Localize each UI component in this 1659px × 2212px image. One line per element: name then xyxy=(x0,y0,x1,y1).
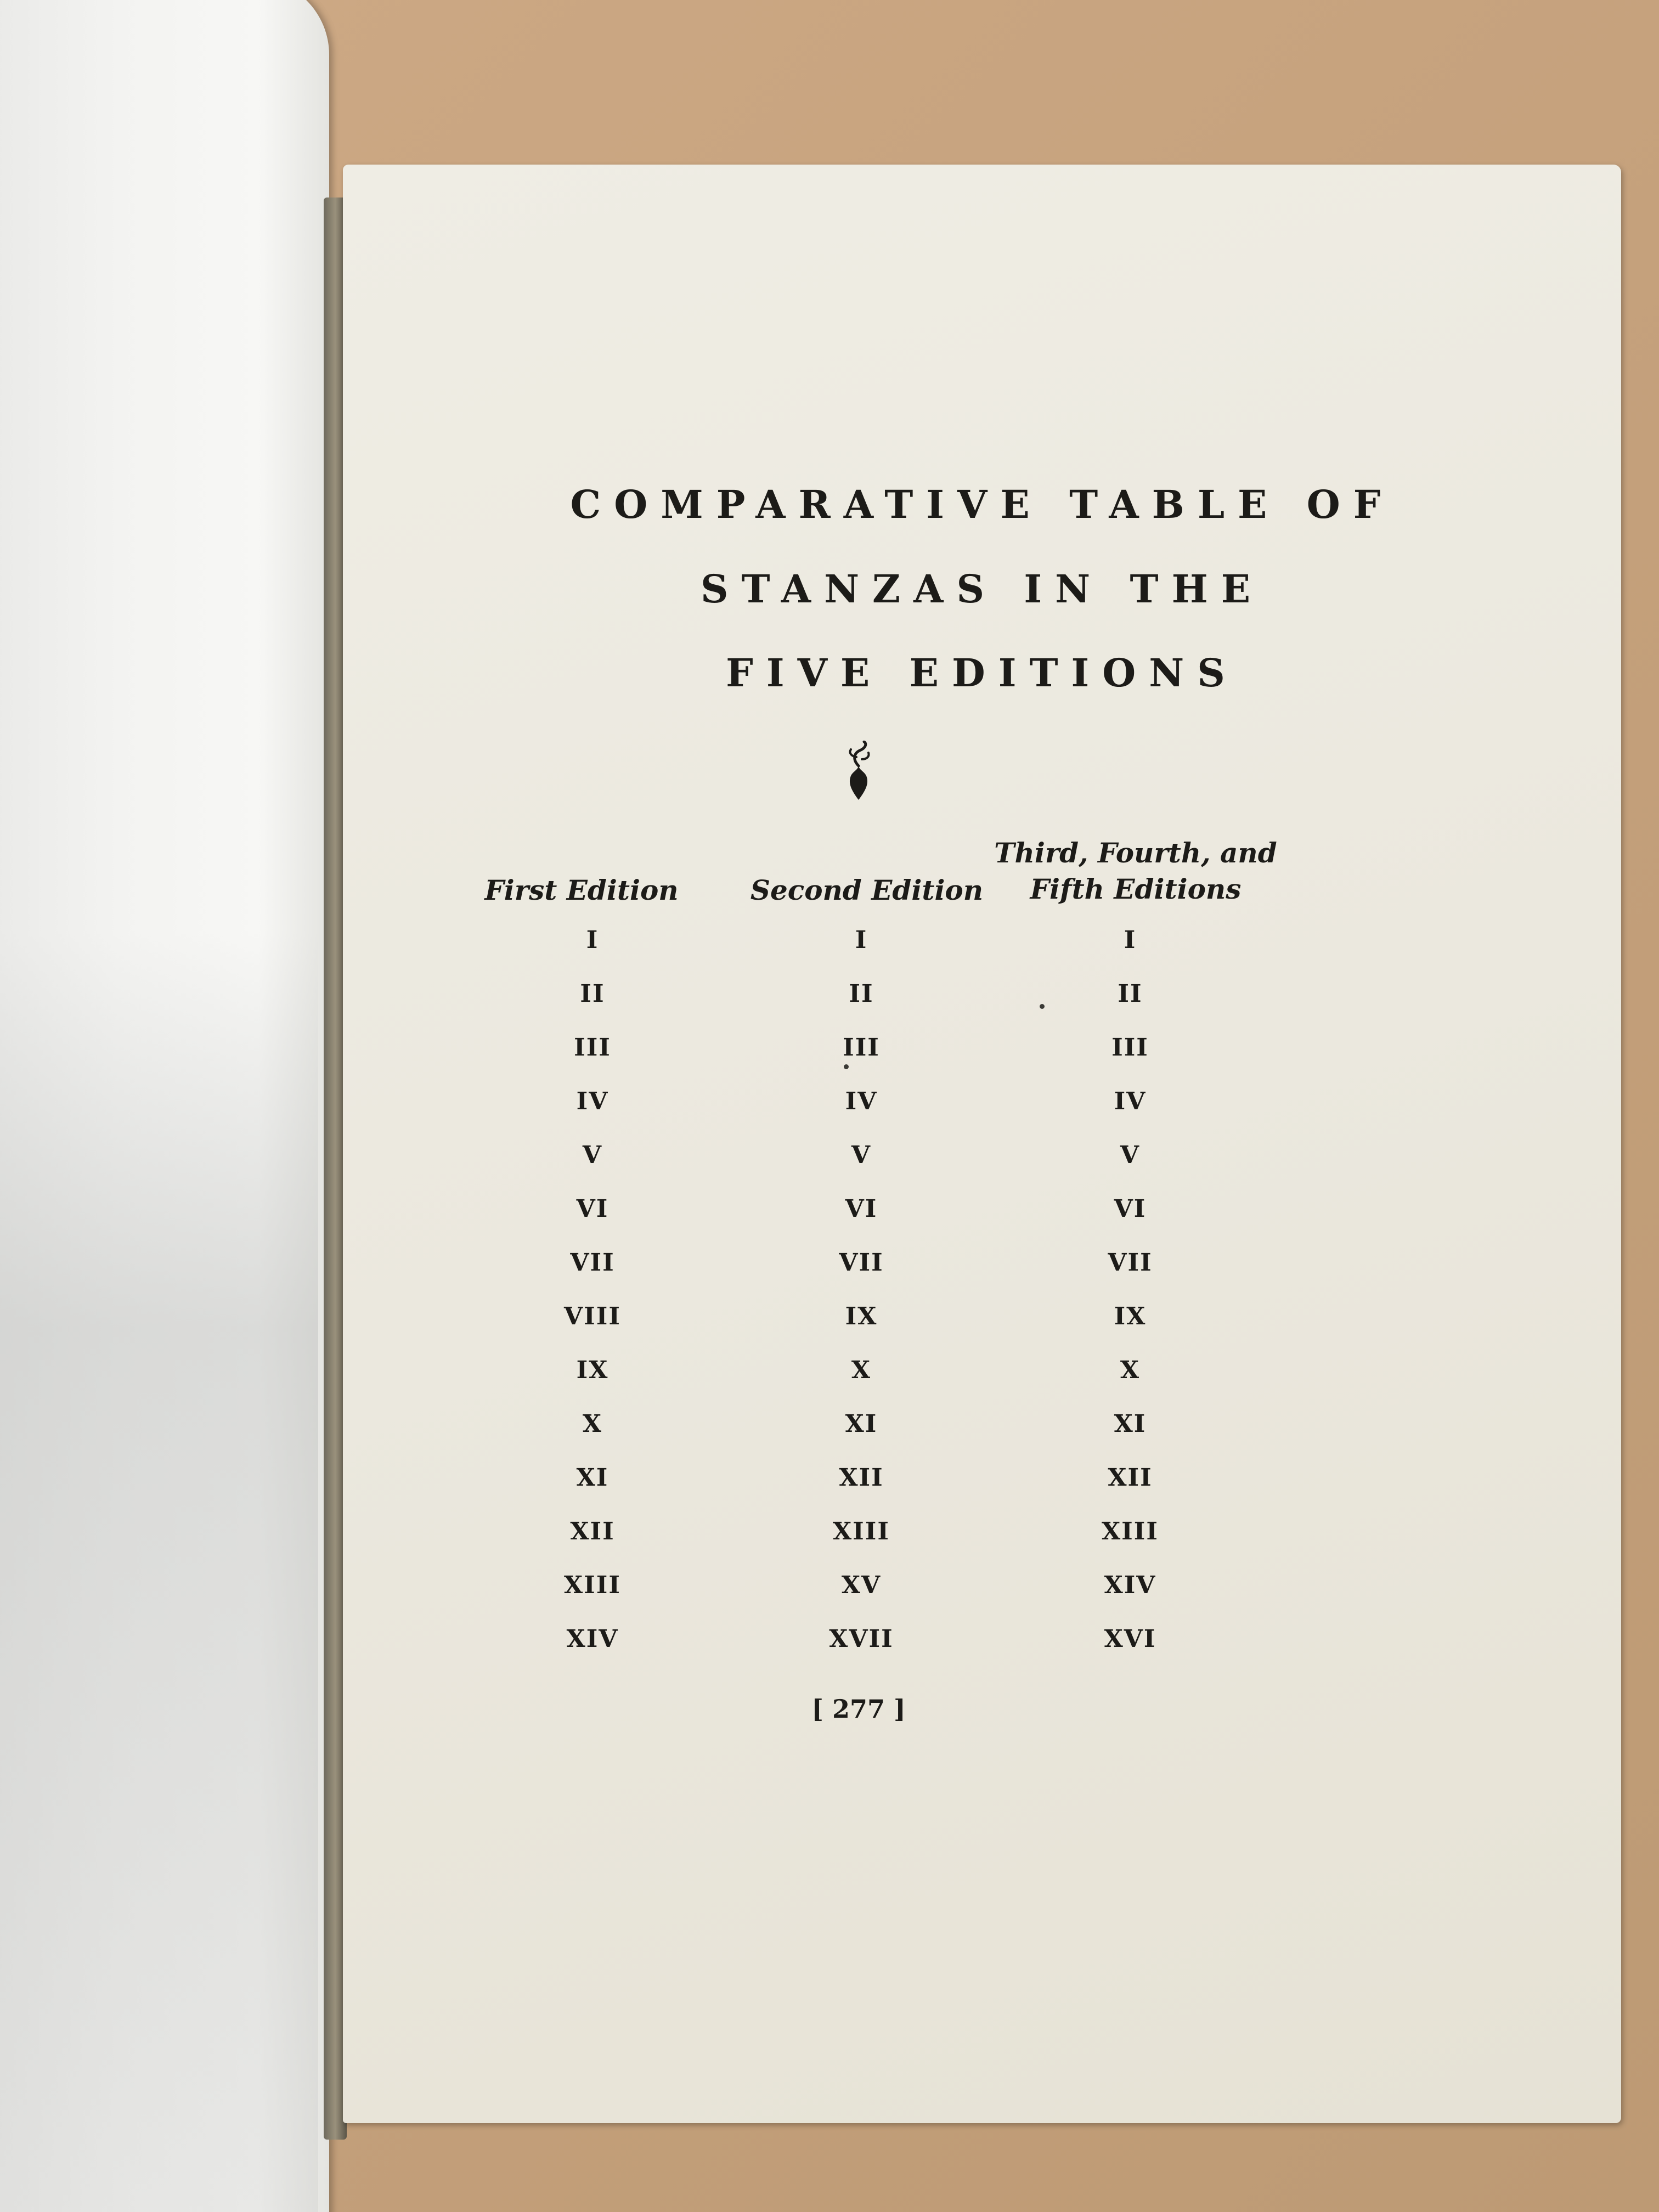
column-header-third-fourth-fifth-editions: Third, Fourth, and Fifth Editions xyxy=(994,837,1277,905)
stanza-number-cell: II xyxy=(1118,980,1143,1008)
stanza-number-cell: VII xyxy=(570,1249,615,1277)
stanza-number-cell: X xyxy=(1120,1356,1141,1384)
stanza-number-cell: XIII xyxy=(833,1517,890,1545)
stanza-number-cell: X xyxy=(582,1410,603,1438)
stanza-number-cell: I xyxy=(586,926,599,954)
second-edition-column xyxy=(779,921,944,1673)
stanza-number-cell: II xyxy=(580,980,605,1008)
stanza-number-cell: IV xyxy=(1114,1087,1147,1115)
stanza-number-cell: V xyxy=(582,1141,603,1169)
stanza-number-cell: VII xyxy=(1108,1249,1153,1277)
fleuron-ornament-icon xyxy=(837,741,881,801)
stanza-number-cell: XII xyxy=(1108,1464,1153,1492)
title-line-3: FIVE EDITIONS xyxy=(726,650,1238,696)
stanza-number-cell: VII xyxy=(839,1249,884,1277)
stanza-number-cell: XII xyxy=(839,1464,884,1492)
stanza-number-cell: III xyxy=(843,1034,880,1062)
stanza-number-cell: III xyxy=(574,1034,611,1062)
stanza-number-cell: VI xyxy=(1114,1195,1147,1223)
stanza-number-cell: VIII xyxy=(564,1302,621,1330)
stanza-number-cell: XV xyxy=(841,1571,882,1599)
stanza-number-cell: XIII xyxy=(564,1571,621,1599)
stanza-number-cell: I xyxy=(1124,926,1137,954)
left-page-shadow xyxy=(0,933,318,2212)
paper-speck xyxy=(844,1064,849,1069)
stanza-number-cell: IX xyxy=(576,1356,609,1384)
stanza-number-cell: VI xyxy=(845,1195,878,1223)
stanza-number-cell: IX xyxy=(845,1302,878,1330)
stanza-number-cell: V xyxy=(851,1141,872,1169)
stanza-number-cell: IV xyxy=(845,1087,878,1115)
stanza-number-cell: IV xyxy=(576,1087,609,1115)
stanza-number-cell: II xyxy=(849,980,874,1008)
stanza-number-cell: XIII xyxy=(1102,1517,1159,1545)
stanza-number-cell: XI xyxy=(1114,1410,1147,1438)
column-header-first-edition: First Edition xyxy=(484,874,679,906)
page-number: [ 277 ] xyxy=(811,1694,906,1724)
column-header-second-edition: Second Edition xyxy=(750,874,984,906)
stanza-number-cell: XII xyxy=(570,1517,615,1545)
stanza-number-cell: V xyxy=(1120,1141,1141,1169)
stanza-number-cell: XVI xyxy=(1104,1625,1156,1653)
later-editions-column xyxy=(1048,921,1212,1673)
stanza-number-cell: I xyxy=(855,926,868,954)
stanza-number-cell: III xyxy=(1111,1034,1149,1062)
stanza-number-cell: XI xyxy=(845,1410,878,1438)
stanza-number-cell: XIV xyxy=(1104,1571,1156,1599)
paper-speck xyxy=(1040,1004,1045,1009)
stanza-number-cell: VI xyxy=(576,1195,609,1223)
stanza-number-cell: IX xyxy=(1114,1302,1147,1330)
title-line-1: COMPARATIVE TABLE OF xyxy=(570,482,1394,527)
stanza-number-cell: X xyxy=(851,1356,872,1384)
stanza-number-cell: XI xyxy=(576,1464,609,1492)
stanza-number-cell: XVII xyxy=(829,1625,894,1653)
stanza-number-cell: XIV xyxy=(566,1625,619,1653)
first-edition-column xyxy=(510,921,675,1673)
title-line-2: STANZAS IN THE xyxy=(700,566,1264,612)
